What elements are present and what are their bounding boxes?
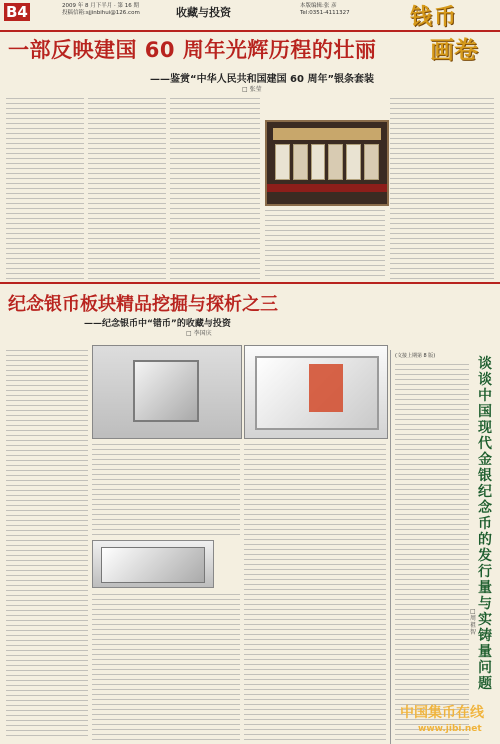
article1-column-4: [265, 206, 385, 280]
issue-date: 2009 年 8 月下半月 · 第 16 期: [62, 3, 139, 9]
article2-subtitle: ——纪念银币中“错币”的收藏与投资: [84, 319, 231, 329]
watermark-url: www.jibi.net: [418, 724, 482, 734]
set-box-label: [273, 128, 381, 140]
silver-coin: [101, 547, 205, 583]
silver-bar: [311, 144, 326, 180]
coin-photo-1: [92, 345, 242, 439]
article1-column-2: [88, 94, 166, 280]
silver-coin: [133, 360, 199, 422]
silver-bars-row: [275, 144, 379, 180]
editor-name: 本版编辑:张 彦: [300, 3, 337, 9]
section-logo: 钱币: [410, 4, 459, 30]
sidebar-title: 谈谈中国现代金银纪念币的发行量与实铸量问题: [478, 356, 492, 692]
article2-headline: 纪念银币板块精品挖掘与探析之三: [8, 294, 278, 315]
article1-column-5: [390, 94, 494, 280]
sidebar-note: (文接上期第 8 版): [395, 353, 436, 359]
silver-bar: [364, 144, 379, 180]
article1-column-1: [6, 94, 84, 280]
silver-bar: [346, 144, 361, 180]
watermark-text: 中国集币在线: [400, 705, 484, 721]
coin-photo-2: [244, 345, 388, 439]
sidebar-byline: □ 周祖智: [470, 608, 477, 636]
box-band: [267, 184, 387, 192]
editor-phone: Tel:0351-4111327: [300, 10, 350, 16]
silver-bar-set-photo: [265, 120, 389, 206]
section-title: 收藏与投资: [176, 6, 231, 19]
article1-subtitle: ——鉴赏“中华人民共和国建国 60 周年”银条套装: [150, 74, 375, 85]
article1-column-3: [170, 94, 260, 280]
sidebar-body: [395, 360, 469, 744]
silver-bar: [328, 144, 343, 180]
article2-column-3: [92, 590, 240, 740]
article1-headline-deco: 画卷: [430, 35, 478, 64]
article2-column-1: [6, 346, 88, 740]
issue-info: [62, 3, 140, 17]
article1-byline: □ 张莹: [242, 86, 262, 93]
editor-info: [300, 3, 350, 17]
article2-column-2: [92, 440, 240, 536]
article2-column-4: [244, 440, 386, 740]
section-divider: [0, 282, 500, 284]
article1-headline: 一部反映建国 60 周年光辉历程的壮丽: [8, 38, 377, 62]
article2-byline: □ 李国庆: [186, 330, 212, 337]
submission-email: 投稿信箱:sjjinbihui@126.com: [62, 10, 140, 16]
silver-bar: [293, 144, 308, 180]
masthead: [0, 0, 500, 32]
page-number: B4: [6, 3, 28, 21]
opera-figure: [309, 364, 343, 412]
coin-photo-3: [92, 540, 214, 588]
silver-bar: [275, 144, 290, 180]
